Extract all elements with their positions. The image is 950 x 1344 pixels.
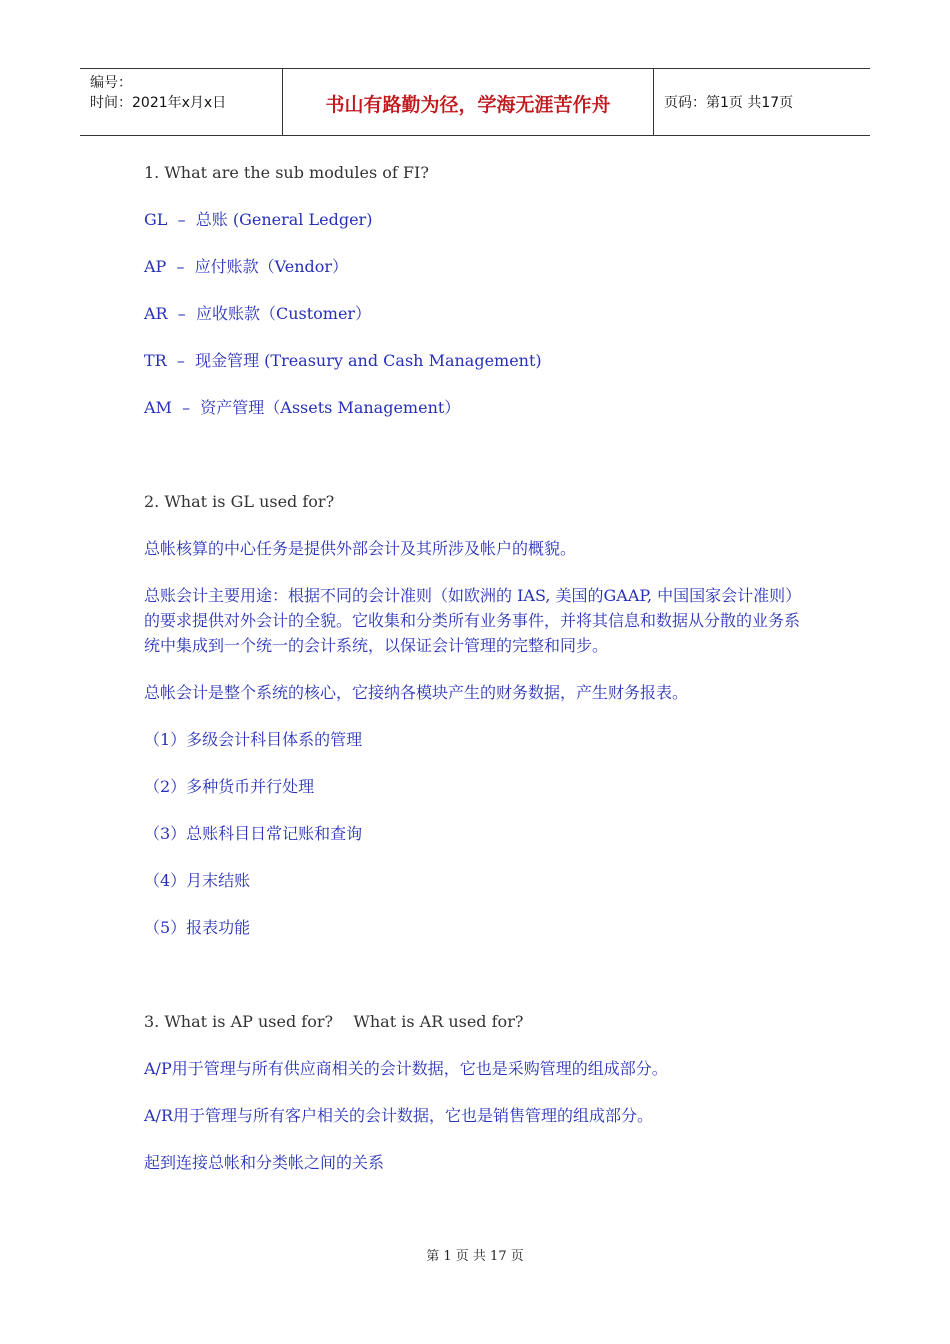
- answer-list-item: （5）报表功能: [144, 918, 251, 937]
- answer-paragraph: A/P用于管理与所有供应商相关的会计数据，它也是采购管理的组成部分。: [144, 1059, 668, 1078]
- document-number-label: 编号：: [90, 75, 132, 91]
- answer-list-item: （4）月末结账: [144, 871, 251, 890]
- document-date-label: 时间：2021年x月x日: [90, 95, 227, 111]
- header-meta: [80, 69, 282, 135]
- answer-list-item: （2）多种货币并行处理: [144, 777, 315, 796]
- answer-list-item: AP – 应付账款（Vendor）: [144, 257, 349, 276]
- page-footer: 第 1 页 共 17 页: [426, 1249, 524, 1264]
- answer-list-item: （1）多级会计科目体系的管理: [144, 730, 363, 749]
- header-page-info: 页码：第1页 共17页: [664, 95, 794, 111]
- page-header: [80, 68, 870, 136]
- answer-list-item: AM – 资产管理（Assets Management）: [144, 398, 461, 417]
- document-body: [144, 160, 804, 1175]
- answer-paragraph: 起到连接总帐和分类帐之间的关系: [144, 1153, 385, 1172]
- question-3: 3. What is AP used for? What is AR used for?: [144, 1012, 524, 1031]
- question-1: 1. What are the sub modules of FI?: [144, 163, 429, 182]
- answer-list-item: GL – 总账 (General Ledger): [144, 210, 373, 229]
- answer-paragraph: 总帐核算的中心任务是提供外部会计及其所涉及帐户的概貌。: [144, 539, 577, 558]
- answer-paragraph: 总账会计主要用途：根据不同的会计准则（如欧洲的 IAS, 美国的GAAP, 中国国家会计准则）的要求提供对外会计的全貌。它收集和分类所有业务事件，并将其信息和数据从分散的业务系统中集成到一个统一的会计系统，以保证会计管理的完整和同步。: [144, 586, 802, 655]
- question-2: 2. What is GL used for?: [144, 492, 335, 511]
- answer-paragraph: 总帐会计是整个系统的核心，它接纳各模块产生的财务数据，产生财务报表。: [144, 683, 689, 702]
- answer-list-item: TR – 现金管理 (Treasury and Cash Management): [144, 351, 542, 370]
- answer-list-item: AR – 应收账款（Customer）: [144, 304, 372, 323]
- answer-paragraph: A/R用于管理与所有客户相关的会计数据，它也是销售管理的组成部分。: [144, 1106, 653, 1125]
- header-motto: 书山有路勤为径，学海无涯苦作舟: [282, 69, 654, 135]
- answer-list-item: （3）总账科目日常记账和查询: [144, 824, 363, 843]
